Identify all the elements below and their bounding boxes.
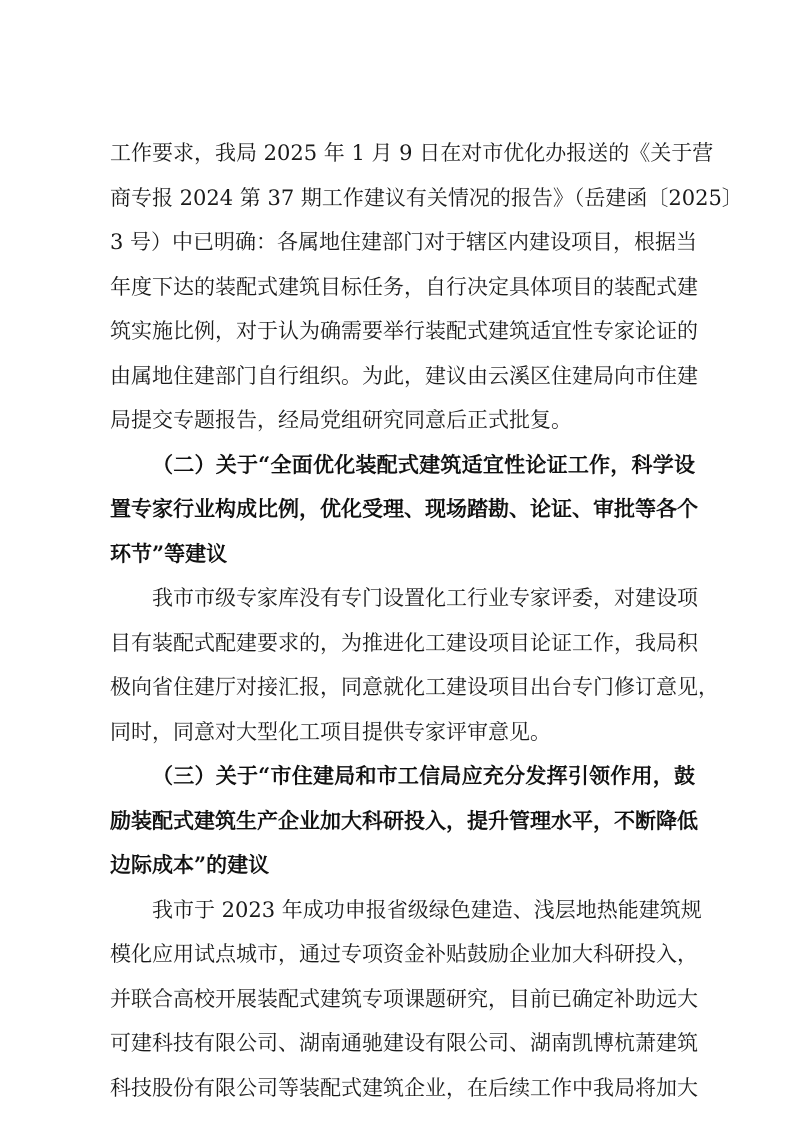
paragraph-2 — [110, 576, 719, 754]
text-line: 目有装配式配建要求的，为推进化工建设项目论证工作，我局积 — [110, 630, 698, 655]
text-line: 筑实施比例，对于认为确需要举行装配式建筑适宜性专家论证的 — [110, 319, 698, 343]
section-heading-2 — [110, 443, 698, 577]
text-line: 科技股份有限公司等装配式建筑企业，在后续工作中我局将加大 — [110, 1075, 698, 1100]
text-line: 我市市级专家库没有专门设置化工行业专家评委，对建设项 — [152, 586, 698, 610]
section-heading-3 — [110, 754, 698, 888]
text-line: 并联合高校开展装配式建筑专项课题研究，目前已确定补助远大 — [110, 986, 698, 1011]
text-line: 年度下达的装配式建筑目标任务，自行决定具体项目的装配式建 — [110, 274, 698, 299]
paragraph-3 — [110, 888, 702, 1111]
text-line: 可建科技有限公司、湖南通驰建设有限公司、湖南凯博杭萧建筑 — [110, 1031, 698, 1055]
text-line: 工作要求，我局 2025 年 1 月 9 日在对市优化办报送的《关于营 — [110, 141, 714, 165]
heading-line: 置专家行业构成比例，优化受理、现场踏勘、论证、审批等各个 — [110, 496, 698, 521]
heading-line: （二）关于“全面优化装配式建筑适宜性论证工作，科学设 — [152, 451, 695, 477]
heading-line: （三）关于“市住建局和市工信局应充分发挥引领作用，鼓 — [152, 763, 695, 788]
text-line: 模化应用试点城市，通过专项资金补贴鼓励企业加大科研投入， — [110, 942, 698, 966]
document-body — [110, 131, 743, 1110]
paragraph-1 — [110, 131, 743, 443]
heading-line: 励装配式建筑生产企业加大科研投入，提升管理水平，不断降低 — [110, 807, 698, 833]
text-line: 商专报 2024 第 37 期工作建议有关情况的报告》（岳建函〔2025〕 — [110, 185, 743, 210]
text-line: 我市于 2023 年成功申报省级绿色建造、浅层地热能建筑规 — [152, 897, 702, 922]
text-line: 局提交专题报告，经局党组研究同意后正式批复。 — [110, 408, 572, 432]
text-line: 由属地住建部门自行组织。为此，建议由云溪区住建局向市住建 — [110, 363, 698, 388]
heading-line: 环节”等建议 — [110, 540, 228, 566]
text-line: 极向省住建厅对接汇报，同意就化工建设项目出台专门修订意见， — [110, 675, 719, 699]
text-line: 3 号）中已明确：各属地住建部门对于辖区内建设项目，根据当 — [110, 230, 698, 254]
heading-line: 边际成本”的建议 — [110, 852, 270, 877]
text-line: 同时，同意对大型化工项目提供专家评审意见。 — [110, 719, 551, 744]
